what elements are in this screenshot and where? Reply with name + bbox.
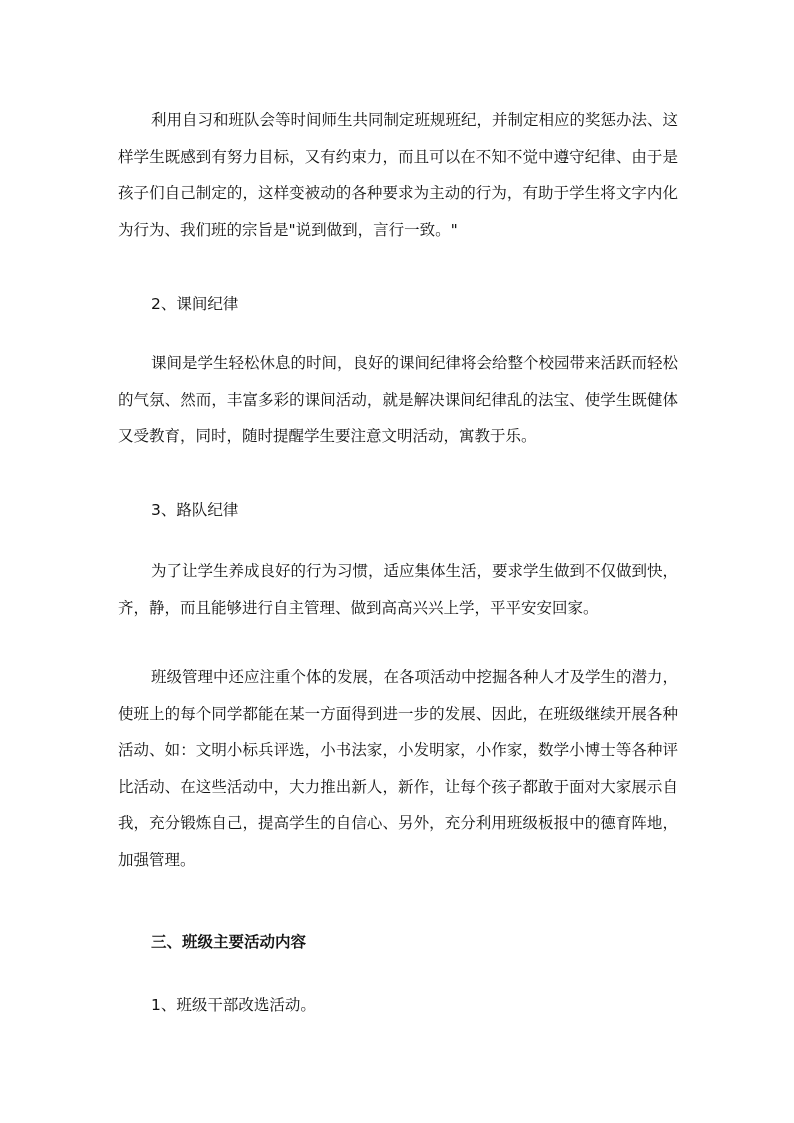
heading-cadre-election: 1、班级干部改选活动。	[151, 996, 316, 1014]
paragraph-break-time: 课间是学生轻松休息的时间，良好的课间纪律将会给整个校园带来活跃而轻松的气氛、然而，丰富多彩的课间活动，就是解决课间纪律乱的法宝、使学生既健体又受教育，同时，随时提醒学生要注意文明活动，寓教于乐。	[118, 354, 679, 445]
paragraph-class-rules: 利用自习和班队会等时间师生共同制定班规班纪，并制定相应的奖惩办法、这样学生既感到有努力目标，又有约束力，而且可以在不知不觉中遵守纪律、由于是孩子们自己制定的，这样变被动的各种要求为主动的行为，有助于学生将文字内化为行为、我们班的宗旨是"说到做到，言行一致。"	[118, 111, 679, 239]
paragraph-behavior-habits: 为了让学生养成良好的行为习惯，适应集体生活，要求学生做到不仅做到快，齐，静，而且能够进行自主管理、做到高高兴兴上学，平平安安回家。	[118, 562, 679, 617]
paragraph-individual-development: 班级管理中还应注重个体的发展，在各项活动中挖掘各种人才及学生的潜力，使班上的每个同学都能在某一方面得到进一步的发展、因此，在班级继续开展各种活动、如：文明小标兵评选，小书法家，小发明家，小作家，数学小博士等各种评比活动、在这些活动中，大力推出新人，新作，让每个孩子都敢于面对大家展示自我，充分锻炼自己，提高学生的自信心、另外，充分利用班级板报中的德育阵地，加强管理。	[118, 668, 679, 869]
heading-break-discipline: 2、课间纪律	[151, 295, 239, 313]
heading-queue-discipline: 3、路队纪律	[151, 501, 239, 519]
heading-main-activities: 三、班级主要活动内容	[151, 933, 307, 951]
